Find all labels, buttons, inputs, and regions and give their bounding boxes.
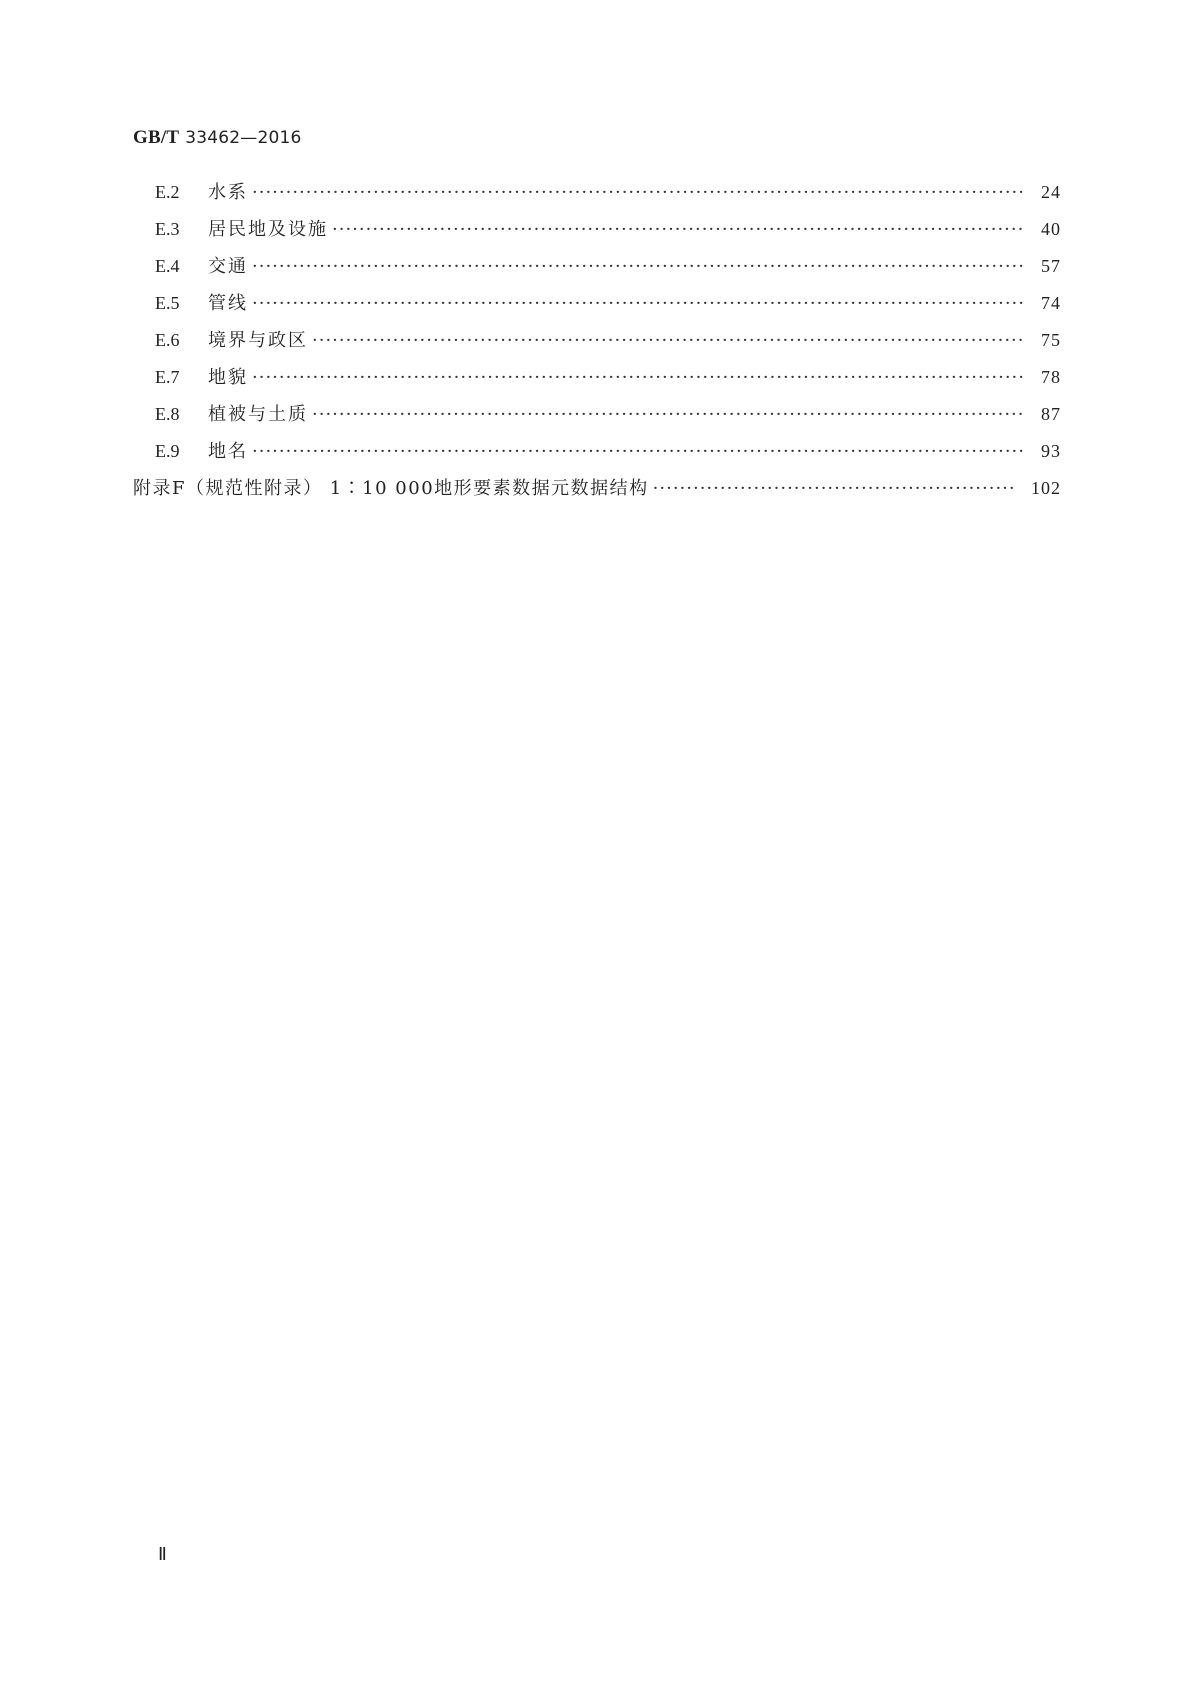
toc-entry[interactable] [133, 437, 1061, 474]
dot-leader [332, 219, 1025, 240]
toc-entry[interactable] [133, 215, 1061, 252]
toc-entry-title: 地貌 [208, 367, 248, 388]
toc-entry-number: E.3 [155, 219, 180, 239]
toc-appendix-entry[interactable] [133, 474, 1061, 511]
toc-entry[interactable] [133, 363, 1061, 400]
toc-entry-title: 地名 [208, 441, 248, 462]
toc-entry-page: 78 [1041, 367, 1061, 387]
toc-entry-title: 交通 [208, 256, 248, 277]
toc-entry-page: 102 [1031, 478, 1061, 498]
dot-leader [252, 256, 1025, 277]
toc-entry-title: 植被与土质 [208, 404, 308, 425]
toc-entry-page: 87 [1041, 404, 1061, 424]
toc-entry-number: E.2 [155, 182, 180, 202]
dot-leader [312, 330, 1025, 351]
toc-entry-page: 57 [1041, 256, 1061, 276]
toc-entry-number: E.4 [155, 256, 180, 276]
dot-leader [653, 478, 1017, 499]
toc-entry-page: 93 [1041, 441, 1061, 461]
toc-entry-title: 附录F（规范性附录） 1∶10 000地形要素数据元数据结构 [133, 478, 649, 499]
document-header [133, 126, 302, 149]
toc-entry[interactable] [133, 252, 1061, 289]
toc-entry-number: E.7 [155, 367, 180, 387]
page-number: Ⅱ [158, 1544, 167, 1564]
toc-entry[interactable] [133, 326, 1061, 363]
toc-entry-page: 24 [1041, 182, 1061, 202]
table-of-contents [133, 178, 1061, 511]
toc-entry[interactable] [133, 289, 1061, 326]
dot-leader [252, 441, 1025, 462]
dot-leader [312, 404, 1025, 425]
toc-entry-title: 管线 [208, 293, 248, 314]
toc-entry[interactable] [133, 400, 1061, 437]
toc-entry-page: 40 [1041, 219, 1061, 239]
toc-entry-number: E.8 [155, 404, 180, 424]
toc-entry-title: 水系 [208, 182, 248, 203]
standard-number: 33462—2016 [185, 128, 302, 148]
dot-leader [252, 293, 1025, 314]
toc-entry-page: 75 [1041, 330, 1061, 350]
standard-prefix: GB/T [133, 127, 180, 148]
toc-entry-page: 74 [1041, 293, 1061, 313]
toc-entry-number: E.6 [155, 330, 180, 350]
toc-entry-title: 居民地及设施 [208, 219, 328, 240]
toc-entry-number: E.5 [155, 293, 180, 313]
dot-leader [252, 367, 1025, 388]
dot-leader [252, 182, 1025, 203]
toc-entry-title: 境界与政区 [208, 330, 308, 351]
toc-entry[interactable] [133, 178, 1061, 215]
toc-entry-number: E.9 [155, 441, 180, 461]
